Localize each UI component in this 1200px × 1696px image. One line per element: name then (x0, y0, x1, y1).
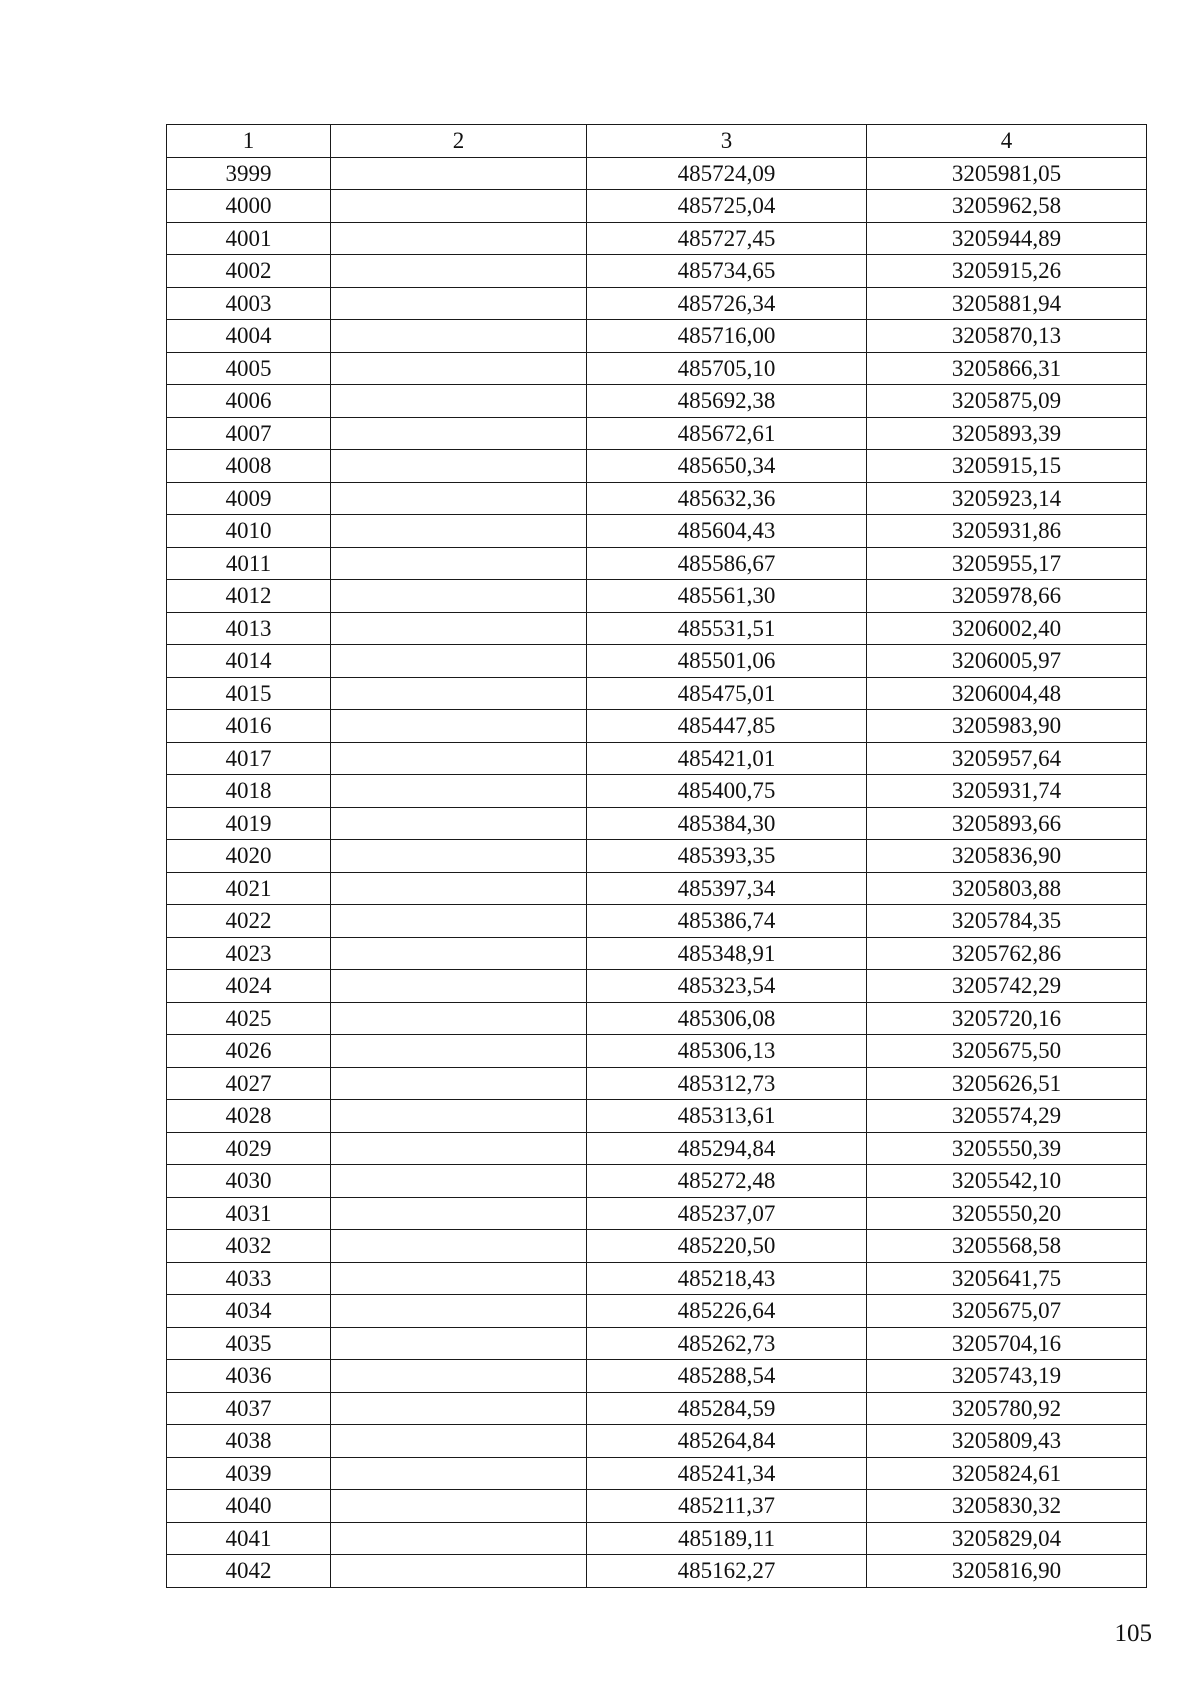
column-2-cell (331, 1165, 587, 1198)
y-coordinate-cell: 3205780,92 (867, 1392, 1147, 1425)
table-row (167, 385, 1147, 418)
x-coordinate-cell: 485211,37 (587, 1490, 867, 1523)
x-coordinate-cell: 485220,50 (587, 1230, 867, 1263)
point-number-cell: 4028 (167, 1100, 331, 1133)
point-number-cell: 4038 (167, 1425, 331, 1458)
column-2-cell (331, 937, 587, 970)
column-2-cell (331, 320, 587, 353)
table-row (167, 222, 1147, 255)
table-row (167, 157, 1147, 190)
y-coordinate-cell: 3205675,07 (867, 1295, 1147, 1328)
x-coordinate-cell: 485264,84 (587, 1425, 867, 1458)
point-number-cell: 4006 (167, 385, 331, 418)
table-row (167, 1197, 1147, 1230)
column-2-cell (331, 1522, 587, 1555)
table-row (167, 1555, 1147, 1588)
y-coordinate-cell: 3205704,16 (867, 1327, 1147, 1360)
table-row (167, 710, 1147, 743)
x-coordinate-cell: 485724,09 (587, 157, 867, 190)
y-coordinate-cell: 3205743,19 (867, 1360, 1147, 1393)
y-coordinate-cell: 3205784,35 (867, 905, 1147, 938)
point-number-cell: 4024 (167, 970, 331, 1003)
column-2-cell (331, 1197, 587, 1230)
column-2-cell (331, 417, 587, 450)
page-number: 105 (1114, 1620, 1152, 1647)
y-coordinate-cell: 3205962,58 (867, 190, 1147, 223)
column-2-cell (331, 1230, 587, 1263)
y-coordinate-cell: 3205675,50 (867, 1035, 1147, 1068)
point-number-cell: 4039 (167, 1457, 331, 1490)
x-coordinate-cell: 485561,30 (587, 580, 867, 613)
table-row (167, 1360, 1147, 1393)
table-row (167, 255, 1147, 288)
table-row (167, 742, 1147, 775)
y-coordinate-cell: 3205641,75 (867, 1262, 1147, 1295)
table-row (167, 1522, 1147, 1555)
column-header-4: 4 (867, 125, 1147, 158)
x-coordinate-cell: 485312,73 (587, 1067, 867, 1100)
y-coordinate-cell: 3205944,89 (867, 222, 1147, 255)
point-number-cell: 4040 (167, 1490, 331, 1523)
y-coordinate-cell: 3205981,05 (867, 157, 1147, 190)
y-coordinate-cell: 3205955,17 (867, 547, 1147, 580)
column-2-cell (331, 840, 587, 873)
x-coordinate-cell: 485734,65 (587, 255, 867, 288)
column-2-cell (331, 515, 587, 548)
y-coordinate-cell: 3205824,61 (867, 1457, 1147, 1490)
x-coordinate-cell: 485284,59 (587, 1392, 867, 1425)
y-coordinate-cell: 3205870,13 (867, 320, 1147, 353)
point-number-cell: 4035 (167, 1327, 331, 1360)
point-number-cell: 4041 (167, 1522, 331, 1555)
column-2-cell (331, 547, 587, 580)
table-row (167, 645, 1147, 678)
point-number-cell: 4002 (167, 255, 331, 288)
column-2-cell (331, 710, 587, 743)
column-2-cell (331, 1295, 587, 1328)
x-coordinate-cell: 485400,75 (587, 775, 867, 808)
y-coordinate-cell: 3205931,86 (867, 515, 1147, 548)
point-number-cell: 4017 (167, 742, 331, 775)
y-coordinate-cell: 3206002,40 (867, 612, 1147, 645)
x-coordinate-cell: 485692,38 (587, 385, 867, 418)
column-2-cell (331, 612, 587, 645)
column-2-cell (331, 287, 587, 320)
table-row (167, 807, 1147, 840)
x-coordinate-cell: 485348,91 (587, 937, 867, 970)
y-coordinate-cell: 3205568,58 (867, 1230, 1147, 1263)
point-number-cell: 4014 (167, 645, 331, 678)
column-2-cell (331, 645, 587, 678)
table-row (167, 450, 1147, 483)
coordinates-table (166, 124, 1147, 1588)
column-2-cell (331, 580, 587, 613)
x-coordinate-cell: 485705,10 (587, 352, 867, 385)
point-number-cell: 4019 (167, 807, 331, 840)
point-number-cell: 3999 (167, 157, 331, 190)
table-row (167, 190, 1147, 223)
column-2-cell (331, 450, 587, 483)
table-row (167, 840, 1147, 873)
x-coordinate-cell: 485189,11 (587, 1522, 867, 1555)
table-row (167, 1262, 1147, 1295)
column-2-cell (331, 190, 587, 223)
point-number-cell: 4042 (167, 1555, 331, 1588)
y-coordinate-cell: 3205983,90 (867, 710, 1147, 743)
table-row (167, 417, 1147, 450)
column-2-cell (331, 1132, 587, 1165)
column-2-cell (331, 1327, 587, 1360)
y-coordinate-cell: 3205957,64 (867, 742, 1147, 775)
x-coordinate-cell: 485475,01 (587, 677, 867, 710)
table-row (167, 1392, 1147, 1425)
table-row (167, 1230, 1147, 1263)
point-number-cell: 4012 (167, 580, 331, 613)
table-row (167, 905, 1147, 938)
x-coordinate-cell: 485397,34 (587, 872, 867, 905)
y-coordinate-cell: 3205836,90 (867, 840, 1147, 873)
table-row (167, 1457, 1147, 1490)
column-2-cell (331, 1002, 587, 1035)
table-row (167, 1295, 1147, 1328)
point-number-cell: 4009 (167, 482, 331, 515)
table-row (167, 515, 1147, 548)
point-number-cell: 4008 (167, 450, 331, 483)
column-2-cell (331, 807, 587, 840)
y-coordinate-cell: 3205915,15 (867, 450, 1147, 483)
table-row (167, 287, 1147, 320)
x-coordinate-cell: 485604,43 (587, 515, 867, 548)
column-2-cell (331, 1555, 587, 1588)
table-row (167, 1165, 1147, 1198)
point-number-cell: 4010 (167, 515, 331, 548)
point-number-cell: 4029 (167, 1132, 331, 1165)
column-2-cell (331, 1457, 587, 1490)
column-2-cell (331, 872, 587, 905)
table-row (167, 1035, 1147, 1068)
table-row (167, 1067, 1147, 1100)
table-row (167, 547, 1147, 580)
column-2-cell (331, 905, 587, 938)
column-2-cell (331, 1262, 587, 1295)
table-row (167, 775, 1147, 808)
point-number-cell: 4026 (167, 1035, 331, 1068)
table-row (167, 482, 1147, 515)
column-2-cell (331, 970, 587, 1003)
y-coordinate-cell: 3205809,43 (867, 1425, 1147, 1458)
column-2-cell (331, 1392, 587, 1425)
point-number-cell: 4003 (167, 287, 331, 320)
column-header-3: 3 (587, 125, 867, 158)
column-2-cell (331, 775, 587, 808)
column-2-cell (331, 742, 587, 775)
point-number-cell: 4025 (167, 1002, 331, 1035)
y-coordinate-cell: 3205720,16 (867, 1002, 1147, 1035)
table-row (167, 1100, 1147, 1133)
y-coordinate-cell: 3205866,31 (867, 352, 1147, 385)
x-coordinate-cell: 485393,35 (587, 840, 867, 873)
y-coordinate-cell: 3205574,29 (867, 1100, 1147, 1133)
x-coordinate-cell: 485306,08 (587, 1002, 867, 1035)
x-coordinate-cell: 485725,04 (587, 190, 867, 223)
y-coordinate-cell: 3205893,39 (867, 417, 1147, 450)
y-coordinate-cell: 3205931,74 (867, 775, 1147, 808)
y-coordinate-cell: 3205978,66 (867, 580, 1147, 613)
point-number-cell: 4022 (167, 905, 331, 938)
x-coordinate-cell: 485262,73 (587, 1327, 867, 1360)
point-number-cell: 4004 (167, 320, 331, 353)
point-number-cell: 4011 (167, 547, 331, 580)
x-coordinate-cell: 485632,36 (587, 482, 867, 515)
point-number-cell: 4013 (167, 612, 331, 645)
x-coordinate-cell: 485294,84 (587, 1132, 867, 1165)
column-2-cell (331, 1360, 587, 1393)
column-2-cell (331, 1100, 587, 1133)
column-2-cell (331, 385, 587, 418)
y-coordinate-cell: 3205803,88 (867, 872, 1147, 905)
point-number-cell: 4023 (167, 937, 331, 970)
point-number-cell: 4027 (167, 1067, 331, 1100)
y-coordinate-cell: 3205762,86 (867, 937, 1147, 970)
table-row (167, 937, 1147, 970)
header-row (167, 125, 1147, 158)
y-coordinate-cell: 3206004,48 (867, 677, 1147, 710)
table-row (167, 970, 1147, 1003)
table-row (167, 1425, 1147, 1458)
point-number-cell: 4016 (167, 710, 331, 743)
table-header (167, 125, 1147, 158)
x-coordinate-cell: 485386,74 (587, 905, 867, 938)
y-coordinate-cell: 3206005,97 (867, 645, 1147, 678)
x-coordinate-cell: 485384,30 (587, 807, 867, 840)
x-coordinate-cell: 485727,45 (587, 222, 867, 255)
x-coordinate-cell: 485650,34 (587, 450, 867, 483)
x-coordinate-cell: 485586,67 (587, 547, 867, 580)
y-coordinate-cell: 3205875,09 (867, 385, 1147, 418)
table-body (167, 157, 1147, 1587)
point-number-cell: 4015 (167, 677, 331, 710)
y-coordinate-cell: 3205550,20 (867, 1197, 1147, 1230)
point-number-cell: 4021 (167, 872, 331, 905)
y-coordinate-cell: 3205915,26 (867, 255, 1147, 288)
x-coordinate-cell: 485726,34 (587, 287, 867, 320)
y-coordinate-cell: 3205893,66 (867, 807, 1147, 840)
y-coordinate-cell: 3205550,39 (867, 1132, 1147, 1165)
point-number-cell: 4018 (167, 775, 331, 808)
column-2-cell (331, 157, 587, 190)
y-coordinate-cell: 3205816,90 (867, 1555, 1147, 1588)
x-coordinate-cell: 485306,13 (587, 1035, 867, 1068)
table-row (167, 352, 1147, 385)
x-coordinate-cell: 485162,27 (587, 1555, 867, 1588)
column-2-cell (331, 352, 587, 385)
x-coordinate-cell: 485237,07 (587, 1197, 867, 1230)
column-header-1: 1 (167, 125, 331, 158)
column-2-cell (331, 1425, 587, 1458)
table-row (167, 677, 1147, 710)
x-coordinate-cell: 485288,54 (587, 1360, 867, 1393)
table-row (167, 1002, 1147, 1035)
point-number-cell: 4031 (167, 1197, 331, 1230)
table-row (167, 872, 1147, 905)
x-coordinate-cell: 485272,48 (587, 1165, 867, 1198)
table-row (167, 580, 1147, 613)
column-2-cell (331, 482, 587, 515)
x-coordinate-cell: 485241,34 (587, 1457, 867, 1490)
table-row (167, 612, 1147, 645)
y-coordinate-cell: 3205881,94 (867, 287, 1147, 320)
y-coordinate-cell: 3205829,04 (867, 1522, 1147, 1555)
column-2-cell (331, 1067, 587, 1100)
column-2-cell (331, 222, 587, 255)
point-number-cell: 4007 (167, 417, 331, 450)
y-coordinate-cell: 3205830,32 (867, 1490, 1147, 1523)
point-number-cell: 4030 (167, 1165, 331, 1198)
column-2-cell (331, 255, 587, 288)
x-coordinate-cell: 485323,54 (587, 970, 867, 1003)
column-2-cell (331, 677, 587, 710)
point-number-cell: 4001 (167, 222, 331, 255)
point-number-cell: 4034 (167, 1295, 331, 1328)
point-number-cell: 4005 (167, 352, 331, 385)
point-number-cell: 4032 (167, 1230, 331, 1263)
x-coordinate-cell: 485421,01 (587, 742, 867, 775)
x-coordinate-cell: 485716,00 (587, 320, 867, 353)
column-2-cell (331, 1035, 587, 1068)
table-row (167, 320, 1147, 353)
table-row (167, 1327, 1147, 1360)
y-coordinate-cell: 3205742,29 (867, 970, 1147, 1003)
point-number-cell: 4033 (167, 1262, 331, 1295)
y-coordinate-cell: 3205923,14 (867, 482, 1147, 515)
point-number-cell: 4000 (167, 190, 331, 223)
x-coordinate-cell: 485447,85 (587, 710, 867, 743)
column-header-2: 2 (331, 125, 587, 158)
y-coordinate-cell: 3205542,10 (867, 1165, 1147, 1198)
x-coordinate-cell: 485226,64 (587, 1295, 867, 1328)
x-coordinate-cell: 485672,61 (587, 417, 867, 450)
x-coordinate-cell: 485313,61 (587, 1100, 867, 1133)
x-coordinate-cell: 485218,43 (587, 1262, 867, 1295)
point-number-cell: 4020 (167, 840, 331, 873)
y-coordinate-cell: 3205626,51 (867, 1067, 1147, 1100)
point-number-cell: 4036 (167, 1360, 331, 1393)
table-row (167, 1132, 1147, 1165)
column-2-cell (331, 1490, 587, 1523)
table-row (167, 1490, 1147, 1523)
x-coordinate-cell: 485501,06 (587, 645, 867, 678)
point-number-cell: 4037 (167, 1392, 331, 1425)
x-coordinate-cell: 485531,51 (587, 612, 867, 645)
